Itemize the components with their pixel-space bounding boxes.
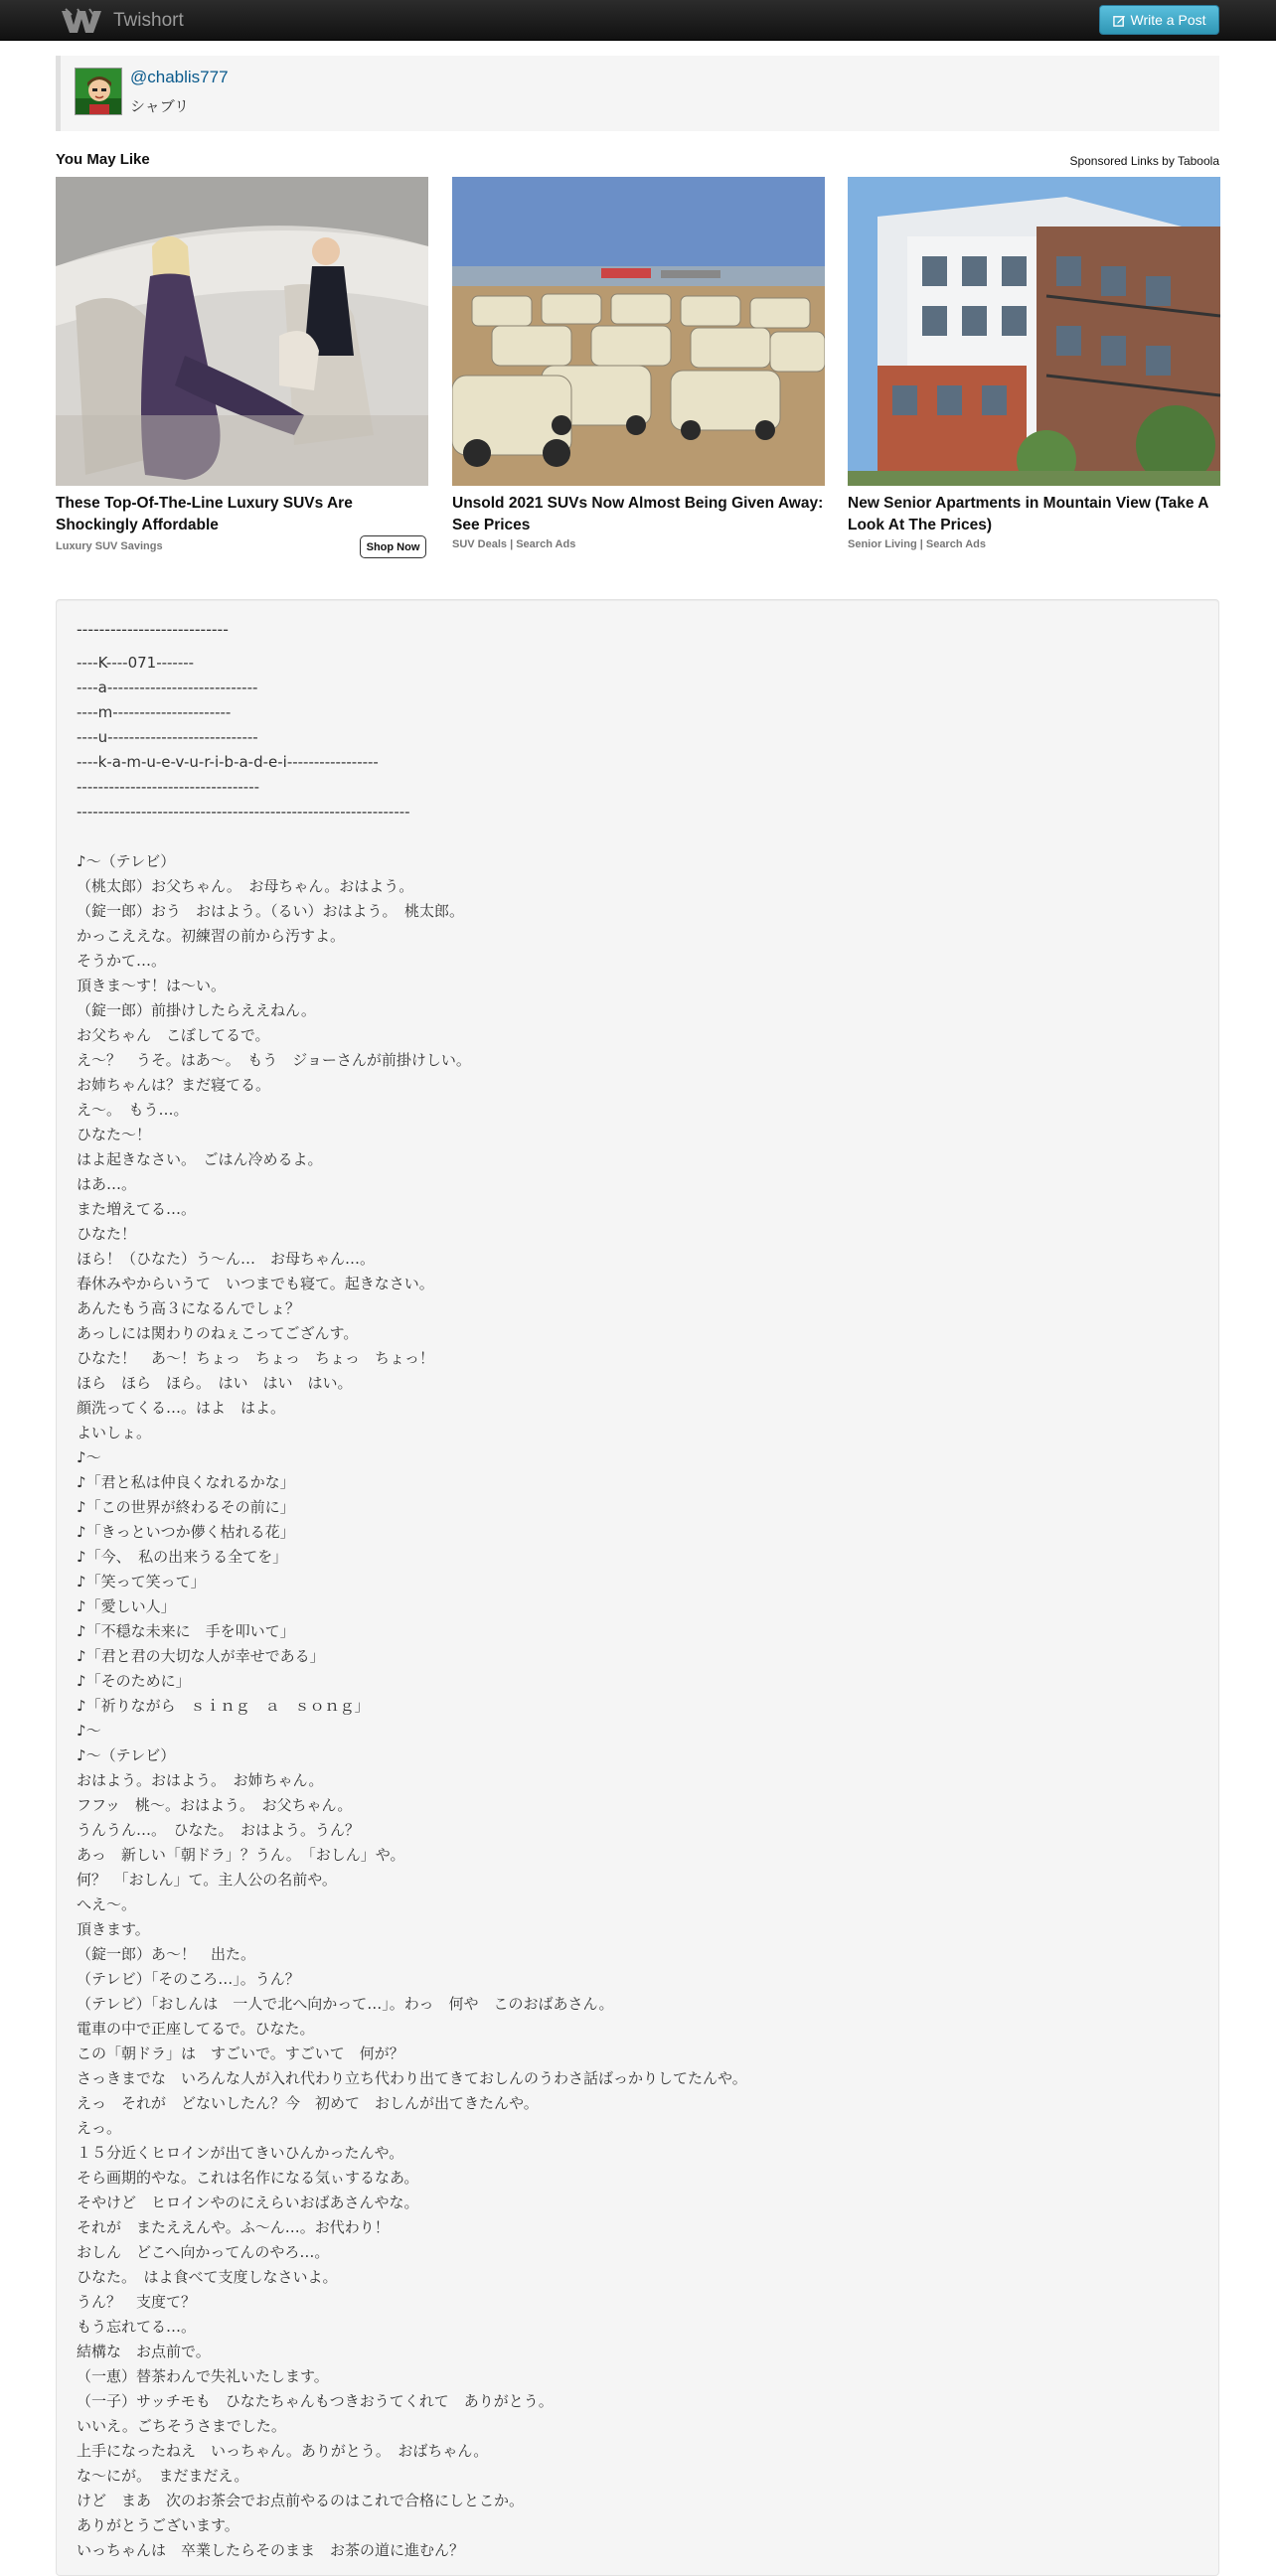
post-line: お父ちゃん こぼしてるで。: [77, 1026, 270, 1044]
avatar[interactable]: [75, 68, 122, 115]
ad-headline[interactable]: New Senior Apartments in Mountain View (Take A Look At The Prices): [848, 495, 1208, 533]
post-line: ----m----------------------: [77, 703, 232, 721]
post-line: うんうん…。 ひなた。 おはよう。うん？: [77, 1821, 361, 1839]
write-post-label: Write a Post: [1130, 12, 1206, 28]
top-navbar: [0, 0, 1276, 41]
ad-card[interactable]: [452, 177, 825, 564]
post-line: （錠一郎）前掛けしたらええねん。: [77, 1001, 316, 1019]
post-line: けど まあ 次のお茶会でお点前やるのはこれで合格にしとこか。: [77, 2492, 525, 2509]
post-line: （テレビ）「おしんは 一人で北へ向かって…」。わっ 何や このおばあさん。: [77, 1995, 614, 2013]
avatar-image: [76, 69, 122, 115]
post-line: へえ～。: [77, 1895, 137, 1913]
post-line: ----a----------------------------: [77, 679, 258, 696]
post-line: ♪～: [77, 1448, 101, 1466]
post-line: もう忘れてる…。: [77, 2318, 197, 2336]
author-handle-link[interactable]: [130, 68, 229, 87]
post-line: うん？ 支度て？: [77, 2293, 197, 2311]
post-line: そやけど ヒロインやのにえらいおばあさんやな。: [77, 2194, 419, 2211]
post-line: ♪～: [77, 1722, 101, 1740]
ad-image[interactable]: [452, 177, 825, 486]
post-line: ♪「笑って笑って」: [77, 1573, 206, 1591]
post-line: ♪「不穏な未来に 手を叩いて」: [77, 1622, 295, 1640]
post-line: ♪「君と君の大切な人が幸せである」: [77, 1647, 325, 1665]
post-line: [77, 825, 1190, 849]
post-line: おしん どこへ向かってんのやろ…。: [77, 2243, 330, 2261]
brand-name: Twishort: [113, 9, 184, 31]
post-headline: ---------------------------: [77, 620, 229, 639]
ad-card[interactable]: [848, 177, 1220, 564]
post-line: おはよう。おはよう。 お姉ちゃん。: [77, 1771, 324, 1789]
post-line: ♪～（テレビ）: [77, 1746, 176, 1764]
post-line: な～にが。 まだまだえ。: [77, 2467, 249, 2485]
ad-image[interactable]: [56, 177, 428, 486]
post-line: さっきまでな いろんな人が入れ代わり立ち代わり出てきておしんのうわさ話ばっかりしてたんや。: [77, 2069, 747, 2087]
post-line: え～。 もう…。: [77, 1101, 189, 1119]
post-line: 春休みやからいうて いつまでも寝て。起きなさい。: [77, 1275, 434, 1292]
post-line: ♪「きっといつか儚く枯れる花」: [77, 1523, 295, 1541]
post-line: ♪「今、 私の出来うる全てを」: [77, 1548, 288, 1566]
shop-now-button[interactable]: Shop Now: [360, 535, 426, 558]
ad-image[interactable]: [848, 177, 1220, 486]
author-header: [56, 56, 1219, 131]
post-line: ♪「祈りながら ｓｉｎｇ ａ ｓｏｎｇ」: [77, 1697, 370, 1715]
ad-source: Luxury SUV Savings: [56, 540, 163, 552]
post-line: （錠一郎）おう おはよう。（るい）おはよう。 桃太郎。: [77, 902, 465, 920]
ad-card[interactable]: [56, 177, 428, 564]
post-line: あっしには関わりのねぇこってござんす。: [77, 1324, 359, 1342]
post-line: ----K----071-------: [77, 654, 195, 672]
post-line: それが またええんや。ふ～ん…。お代わり！: [77, 2218, 390, 2236]
sponsor-link[interactable]: Sponsored Links by Taboola: [1069, 154, 1219, 168]
dusty-suv-lot-image: [452, 177, 825, 486]
post-line: 電車の中で正座してるで。ひなた。: [77, 2020, 315, 2038]
post-line: はよ起きなさい。 ごはん冷めるよ。: [77, 1150, 323, 1168]
post-body: [56, 599, 1219, 2576]
post-line: よいしょ。: [77, 1424, 152, 1441]
post-line: 顔洗ってくる…。はよ はよ。: [77, 1399, 286, 1417]
post-line: ひなた～！: [77, 1126, 152, 1143]
post-line: ひなた！ あ～！ちょっ ちょっ ちょっ ちょっ！: [77, 1349, 435, 1367]
post-line: ありがとうございます。: [77, 2516, 239, 2534]
ad-headline[interactable]: Unsold 2021 SUVs Now Almost Being Given Away: See Prices: [452, 495, 824, 533]
post-line: いいえ。ごちそうさまでした。: [77, 2417, 286, 2435]
post-line: フフッ 桃～。おはよう。 お父ちゃん。: [77, 1796, 353, 1814]
post-line: ♪「そのために」: [77, 1672, 191, 1690]
post-line: （一恵）替茶わんで失礼いたします。: [77, 2367, 329, 2385]
post-line: えっ それが どないしたん？今 初めて おしんが出てきたんや。: [77, 2094, 539, 2112]
ad-headline[interactable]: These Top-Of-The-Line Luxury SUVs Are Shockingly Affordable: [56, 495, 353, 533]
post-line: 結構な お点前で。: [77, 2343, 211, 2360]
author-description: シャブリ: [130, 97, 190, 115]
post-line: この「朝ドラ」は すごいで。すごいて 何が？: [77, 2045, 404, 2062]
post-line: ----------------------------------: [77, 778, 260, 796]
post-line: （錠一郎）あ～！ 出た。: [77, 1945, 256, 1963]
ad-source: SUV Deals | Search Ads: [452, 538, 576, 550]
post-line: あっ 新しい「朝ドラ」？うん。 「おしん」や。: [77, 1846, 405, 1864]
edit-icon: [1113, 14, 1126, 27]
post-text: [77, 651, 1190, 2563]
post-line: 頂きます。: [77, 1920, 150, 1938]
ads-header: [56, 151, 1219, 171]
post-line: 上手になったねえ いっちゃん。ありがとう。 おばちゃん。: [77, 2442, 489, 2460]
post-line: あんたもう高３になるんでしょ？: [77, 1299, 301, 1317]
post-line: ♪「この世界が終わるその前に」: [77, 1498, 295, 1516]
post-line: ----u----------------------------: [77, 728, 258, 746]
post-line: ひなた。 はよ食べて支度しなさいよ。: [77, 2268, 338, 2286]
post-line: えっ。: [77, 2119, 122, 2137]
brand-link[interactable]: [60, 5, 184, 36]
post-line: そら画期的やな。これは名作になる気ぃするなあ。: [77, 2169, 419, 2187]
twishort-bird-logo-icon: [60, 7, 103, 35]
post-line: ♪「愛しい人」: [77, 1597, 176, 1615]
ad-source: Senior Living | Search Ads: [848, 538, 986, 550]
post-line: 何？ 「おしん」て。主人公の名前や。: [77, 1871, 337, 1889]
post-line: １５分近くヒロインが出てきいひんかったんや。: [77, 2144, 404, 2162]
post-line: （桃太郎）お父ちゃん。 お母ちゃん。おはよう。: [77, 877, 414, 895]
post-line: かっこええな。初練習の前から汚すよ。: [77, 927, 346, 945]
post-line: え～？ うそ。はあ～。 もう ジョーさんが前掛けしい。: [77, 1051, 471, 1069]
post-line: 頂きま～す！は～い。: [77, 977, 227, 994]
ads-section-title: You May Like: [56, 151, 150, 168]
post-line: ♪「君と私は仲良くなれるかな」: [77, 1473, 295, 1491]
post-line: ♪～（テレビ）: [77, 852, 176, 870]
apartment-building-image: [848, 177, 1220, 486]
luxury-suv-interior-image: [56, 177, 428, 486]
post-line: ----k-a-m-u-e-v-u-r-i-b-a-d-e-i-----------------: [77, 753, 379, 771]
post-line: いっちゃんは 卒業したらそのまま お茶の道に進むん？: [77, 2541, 465, 2559]
post-line: はあ…。: [77, 1175, 137, 1193]
post-line: ほら ほら ほら。 はい はい はい。: [77, 1374, 353, 1392]
write-post-button[interactable]: [1099, 5, 1219, 35]
post-line: ひなた！: [77, 1225, 137, 1243]
post-line: また増えてる…。: [77, 1200, 197, 1218]
author-handle[interactable]: @chablis777: [130, 68, 229, 86]
post-line: そうかて…。: [77, 952, 167, 970]
post-line: （一子）サッチモも ひなたちゃんもつきおうてくれて ありがとう。: [77, 2392, 554, 2410]
post-line: （テレビ）「そのころ…」。うん？: [77, 1970, 300, 1988]
post-line: お姉ちゃんは？まだ寝てる。: [77, 1076, 271, 1094]
post-line: ほら！（ひなた）う～ん… お母ちゃん…。: [77, 1250, 376, 1268]
post-line: --------------------------------------------------------------: [77, 803, 410, 821]
